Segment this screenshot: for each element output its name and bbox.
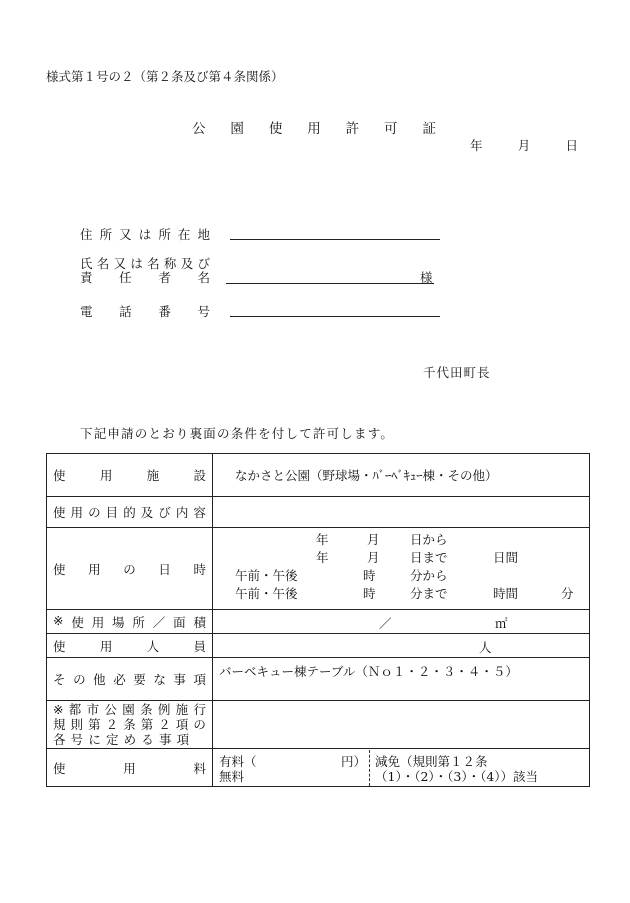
other-row (47, 658, 590, 701)
fee-paid-option[interactable]: 有料（ (219, 753, 257, 769)
phone-label: 電 話 番 号 (80, 304, 210, 319)
document-title: 公 園 使 用 許 可 証 (192, 121, 436, 137)
fee-exempt-option[interactable]: 減免（規則第１２条 (375, 753, 488, 769)
fee-label: 使 用 料 (47, 749, 213, 787)
other-label: そ の 他 必 要 な 事 項 (47, 658, 213, 701)
name-honorific: 様 (420, 270, 433, 285)
facility-row (47, 454, 590, 497)
fee-divider (369, 750, 370, 786)
area-row (47, 610, 590, 634)
name-label-line2: 責 任 者 名 (80, 270, 210, 285)
purpose-value[interactable] (213, 497, 590, 528)
issuer: 千代田町長 (423, 365, 491, 380)
other-value[interactable]: バーベキュー棟テーブル（Ｎｏ１・２・３・４・５） (213, 658, 590, 701)
fee-paid-amount-close: 円） (341, 753, 367, 769)
people-label: 使 用 人 員 (47, 634, 213, 658)
name-field[interactable] (226, 283, 434, 284)
ordinance-value[interactable] (213, 701, 590, 749)
ordinance-label: ※ 都 市 公 園 条 例 施 行 規 則 第 ２ 条 第 ２ 項 の 各 号 に 定 め る 事 項 (47, 701, 213, 749)
datetime-label: 使 用 の 日 時 (47, 528, 213, 610)
phone-field[interactable] (230, 316, 440, 317)
datetime-value[interactable]: 年 月 日から 年 月 日まで 日間 午前・午後 時 分から 午前・午後 時 分まで 時間 分 (213, 528, 590, 610)
area-label: ※ 使 用 場 所 ／ 面 積 (47, 610, 213, 634)
facility-label: 使 用 施 設 (47, 454, 213, 497)
ordinance-row (47, 701, 590, 749)
permission-statement: 下記申請のとおり裏面の条件を付して許可します。 (80, 426, 395, 441)
facility-value[interactable]: なかさと公園（野球場・ﾊﾞｰﾍﾞｷｭｰ棟・その他） (213, 454, 590, 497)
fee-exempt-clauses: （1）・（2）・（3）・（4））該当 (375, 768, 539, 784)
purpose-label: 使 用 の 目 的 及 び 内 容 (47, 497, 213, 528)
issue-date: 年 月 日 (470, 138, 578, 153)
permit-table (46, 453, 590, 787)
name-label-line1: 氏 名 又 は 名 称 及 び (80, 256, 210, 271)
form-code: 様式第１号の２（第２条及び第４条関係） (46, 69, 284, 84)
fee-value (213, 749, 590, 787)
datetime-row (47, 528, 590, 610)
address-field[interactable] (230, 239, 440, 240)
purpose-row (47, 497, 590, 528)
fee-row (47, 749, 590, 787)
address-label: 住 所 又 は 所 在 地 (80, 227, 210, 242)
area-value[interactable]: ／ ㎡ (213, 610, 590, 634)
people-row (47, 634, 590, 658)
people-value[interactable]: 人 (213, 634, 590, 658)
fee-free-option[interactable]: 無料 (219, 768, 245, 784)
